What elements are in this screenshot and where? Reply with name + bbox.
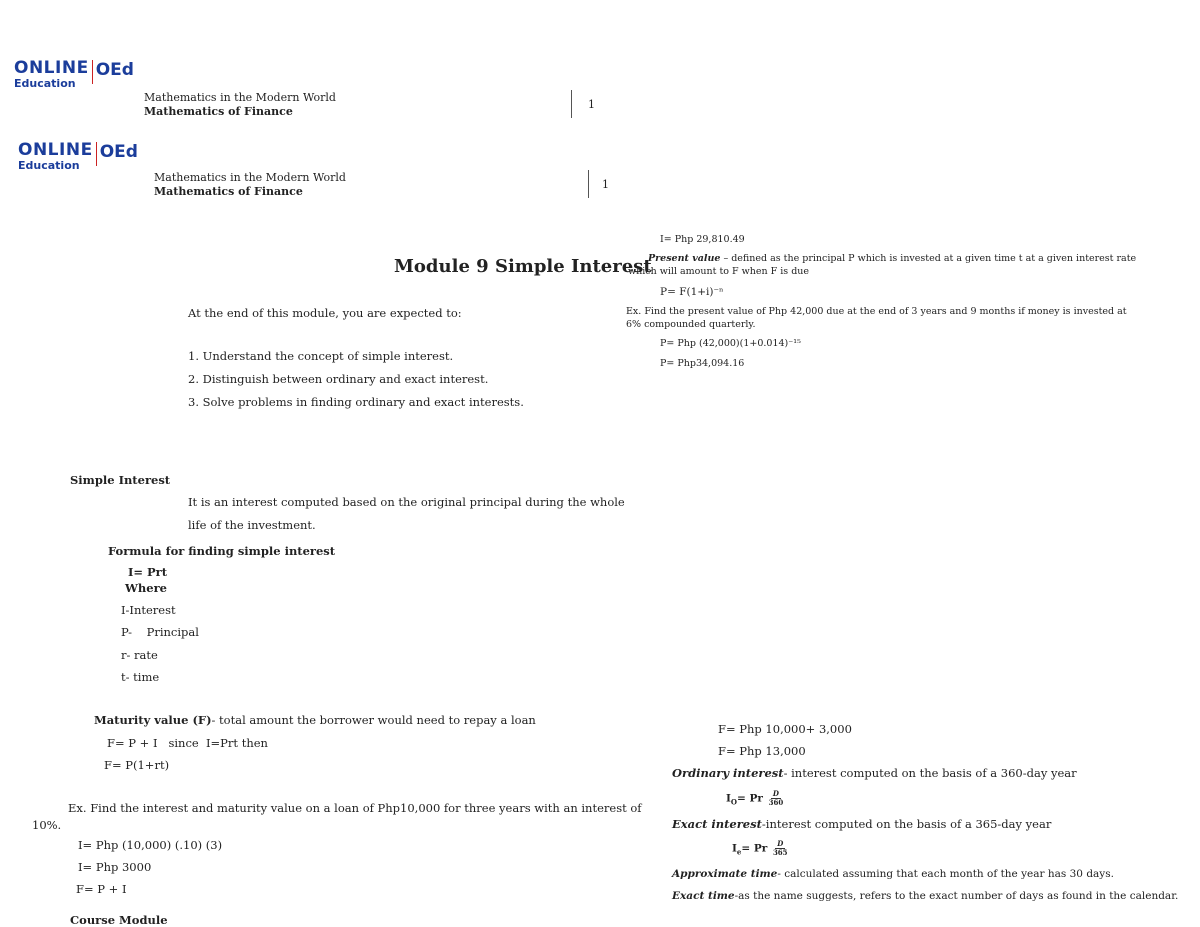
ordinary-interest-definition: Ordinary interest- interest computed on the basis of a 360-day year: [672, 766, 1077, 780]
header-divider: [588, 170, 589, 198]
objective-item: 2. Distinguish between ordinary and exact interest.: [188, 372, 489, 386]
intro-text: At the end of this module, you are expected to:: [188, 306, 462, 320]
present-value-formula: P= F(1+i)⁻ⁿ: [660, 286, 724, 298]
where-label: Where: [125, 581, 167, 595]
logo-online-text: ONLINE: [18, 140, 93, 160]
exact-interest-formula: $I_e= Pr$ $\frac{D}{365}$: [732, 839, 788, 857]
present-value-example-cont: 6% compounded quarterly.: [626, 319, 756, 330]
logo-education-text: Education: [14, 77, 76, 90]
objective-item: 1. Understand the concept of simple interest.: [188, 349, 454, 363]
logo-oed-text: OEd: [99, 142, 138, 162]
header-divider: [571, 90, 572, 118]
online-education-logo: [18, 142, 138, 171]
present-value-answer: P= Php34,094.16: [660, 358, 745, 369]
present-value-step: P= Php (42,000)(1+0.014)⁻¹⁵: [660, 338, 801, 349]
logo-oed-text: OEd: [95, 60, 134, 80]
example-step: I= Php 3000: [78, 860, 152, 874]
page-number: 1: [588, 98, 595, 111]
header-course: Mathematics in the Modern World: [154, 171, 346, 184]
approximate-time-definition: Approximate time- calculated assuming that each month of the year has 30 days.: [672, 868, 1114, 880]
maturity-formula: F= P(1+rt): [104, 758, 170, 772]
maturity-answer: F= Php 13,000: [718, 744, 806, 758]
example-step: I= Php (10,000) (.10) (3): [78, 838, 223, 852]
exact-interest-definition: Exact interest-interest computed on the basis of a 365-day year: [672, 817, 1052, 831]
online-education-logo: [14, 60, 134, 89]
section-heading: Simple Interest: [70, 473, 171, 487]
module-title: Module 9 Simple Interest: [394, 256, 652, 277]
variable-item: r- rate: [121, 648, 158, 662]
simple-interest-formula: I= Prt: [128, 565, 168, 579]
exact-time-definition: Exact time-as the name suggests, refers to the exact number of days as found in the calendar.: [672, 890, 1179, 902]
header-topic: Mathematics of Finance: [144, 105, 293, 118]
maturity-computation: F= Php 10,000+ 3,000: [718, 722, 852, 736]
variable-item: t- time: [121, 670, 160, 684]
logo-education-text: Education: [18, 159, 80, 172]
definition-text: It is an interest computed based on the original principal during the whole: [188, 495, 625, 509]
present-value-example: Ex. Find the present value of Php 42,000 due at the end of 3 years and 9 months if money is invested at: [626, 306, 1127, 317]
present-value-definition-cont: which will amount to F when F is due: [628, 266, 810, 277]
variable-item: P- Principal: [121, 625, 199, 639]
interest-result: I= Php 29,810.49: [660, 234, 745, 245]
header-topic: Mathematics of Finance: [154, 185, 303, 198]
header-course: Mathematics in the Modern World: [144, 91, 336, 104]
footer-course-module: Course Module: [70, 913, 168, 927]
maturity-definition: Maturity value (F)- total amount the borrower would need to repay a loan: [94, 713, 536, 727]
maturity-equation: F= P + I since I=Prt then: [107, 736, 268, 750]
present-value-definition: Present value – defined as the principal P which is invested at a given time t at a given interest rate: [648, 253, 1137, 264]
example-text-cont: 10%.: [32, 818, 62, 832]
ordinary-interest-formula: $I_O= Pr$ $\frac{D}{360}$: [726, 789, 784, 807]
logo-online-text: ONLINE: [14, 58, 89, 78]
formula-heading: Formula for finding simple interest: [108, 544, 336, 558]
variable-item: I-Interest: [121, 603, 176, 617]
example-step: F= P + I: [76, 882, 127, 896]
example-text: Ex. Find the interest and maturity value on a loan of Php10,000 for three years with an interest of: [68, 801, 642, 815]
objective-item: 3. Solve problems in finding ordinary and exact interests.: [188, 395, 524, 409]
page-number: 1: [602, 178, 609, 191]
definition-text-cont: life of the investment.: [188, 518, 316, 532]
